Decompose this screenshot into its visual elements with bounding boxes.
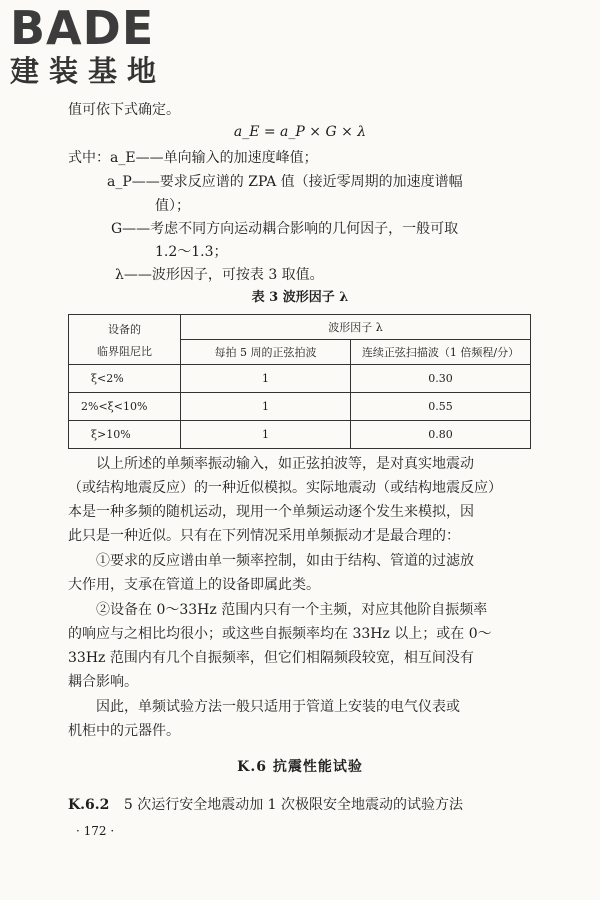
cell-sweep: 0.55 <box>351 393 531 421</box>
definition-line: a_P——要求反应谱的 ZPA 值（接近零周期的加速度谱幅 <box>107 174 463 190</box>
table-header-beat: 每拍 5 周的正弦拍波 <box>181 340 351 365</box>
header-damping-line1: 设备的 <box>108 322 141 336</box>
section-heading: K.6 抗震性能试验 <box>237 759 363 775</box>
table-caption: 表 3 波形因子 λ <box>251 290 349 305</box>
brand-logo <box>10 1 180 92</box>
definition-line: 值）； <box>155 198 190 214</box>
paragraph-line: 机柜中的元器件。 <box>68 723 180 739</box>
logo-subtitle: 建装基地 <box>10 54 167 88</box>
paragraph-line: 耦合影响。 <box>68 674 138 690</box>
cell-sweep: 0.80 <box>351 421 531 449</box>
cell-ratio: 2%<ξ<10% <box>69 393 181 421</box>
table-header-group: 波形因子 λ <box>181 315 531 340</box>
table-row <box>69 421 531 449</box>
cell-ratio: ξ<2% <box>69 365 181 393</box>
paragraph-line: 33Hz 范围内有几个自振频率，但它们相隔频段较宽，相互间没有 <box>68 650 474 666</box>
paragraph-line: ②设备在 0～33Hz 范围内只有一个主频，对应其他阶自振频率 <box>96 602 488 618</box>
table-header-damping <box>69 315 181 365</box>
intro-text: 值可依下式确定。 <box>68 102 180 118</box>
table-row <box>69 393 531 421</box>
table-header-sweep: 连续正弦扫描波（1 倍频程/分） <box>351 340 531 365</box>
paragraph-line: 的响应与之相比均很小；或这些自振频率均在 33Hz 以上；或在 0～ <box>68 626 492 642</box>
cell-ratio: ξ>10% <box>69 421 181 449</box>
paragraph-line: （或结构地震反应）的一种近似模拟。实际地震动（或结构地震反应） <box>68 480 502 496</box>
cell-beat: 1 <box>181 365 351 393</box>
definition-line: G——考虑不同方向运动耦合影响的几何因子，一般可取 <box>111 221 459 237</box>
definition-line: 式中：a_E——单向输入的加速度峰值； <box>68 150 318 166</box>
cell-beat: 1 <box>181 421 351 449</box>
header-damping-line2: 临界阻尼比 <box>97 344 152 358</box>
waveform-factor-table <box>68 314 531 449</box>
table-row <box>69 365 531 393</box>
definition-line: 1.2～1.3； <box>155 244 228 260</box>
definition-line: λ——波形因子，可按表 3 取值。 <box>115 267 324 283</box>
page-number: · 172 · <box>76 824 115 838</box>
paragraph-line: ①要求的反应谱由单一频率控制，如由于结构、管道的过滤放 <box>96 553 474 569</box>
cell-beat: 1 <box>181 393 351 421</box>
logo-brand-text: BADE <box>10 1 155 55</box>
paragraph-line: 因此，单频试验方法一般只适用于管道上安装的电气仪表或 <box>96 699 460 715</box>
paragraph-line: 以上所述的单频率振动输入，如正弦拍波等，是对真实地震动 <box>96 456 474 472</box>
paragraph-line: 本是一种多频的随机运动，现用一个单频运动逐个发生来模拟，因 <box>68 504 474 520</box>
paragraph-line: 此只是一种近似。只有在下列情况采用单频振动才是最合理的： <box>68 528 460 544</box>
paragraph-line: 大作用，支承在管道上的设备即属此类。 <box>68 577 320 593</box>
clause-line <box>68 795 463 815</box>
clause-number: K.6.2 <box>68 797 110 813</box>
cell-sweep: 0.30 <box>351 365 531 393</box>
formula: a_E = a_P × G × λ <box>233 124 367 140</box>
clause-text: 5 次运行安全地震动加 1 次极限安全地震动的试验方法 <box>123 797 464 813</box>
